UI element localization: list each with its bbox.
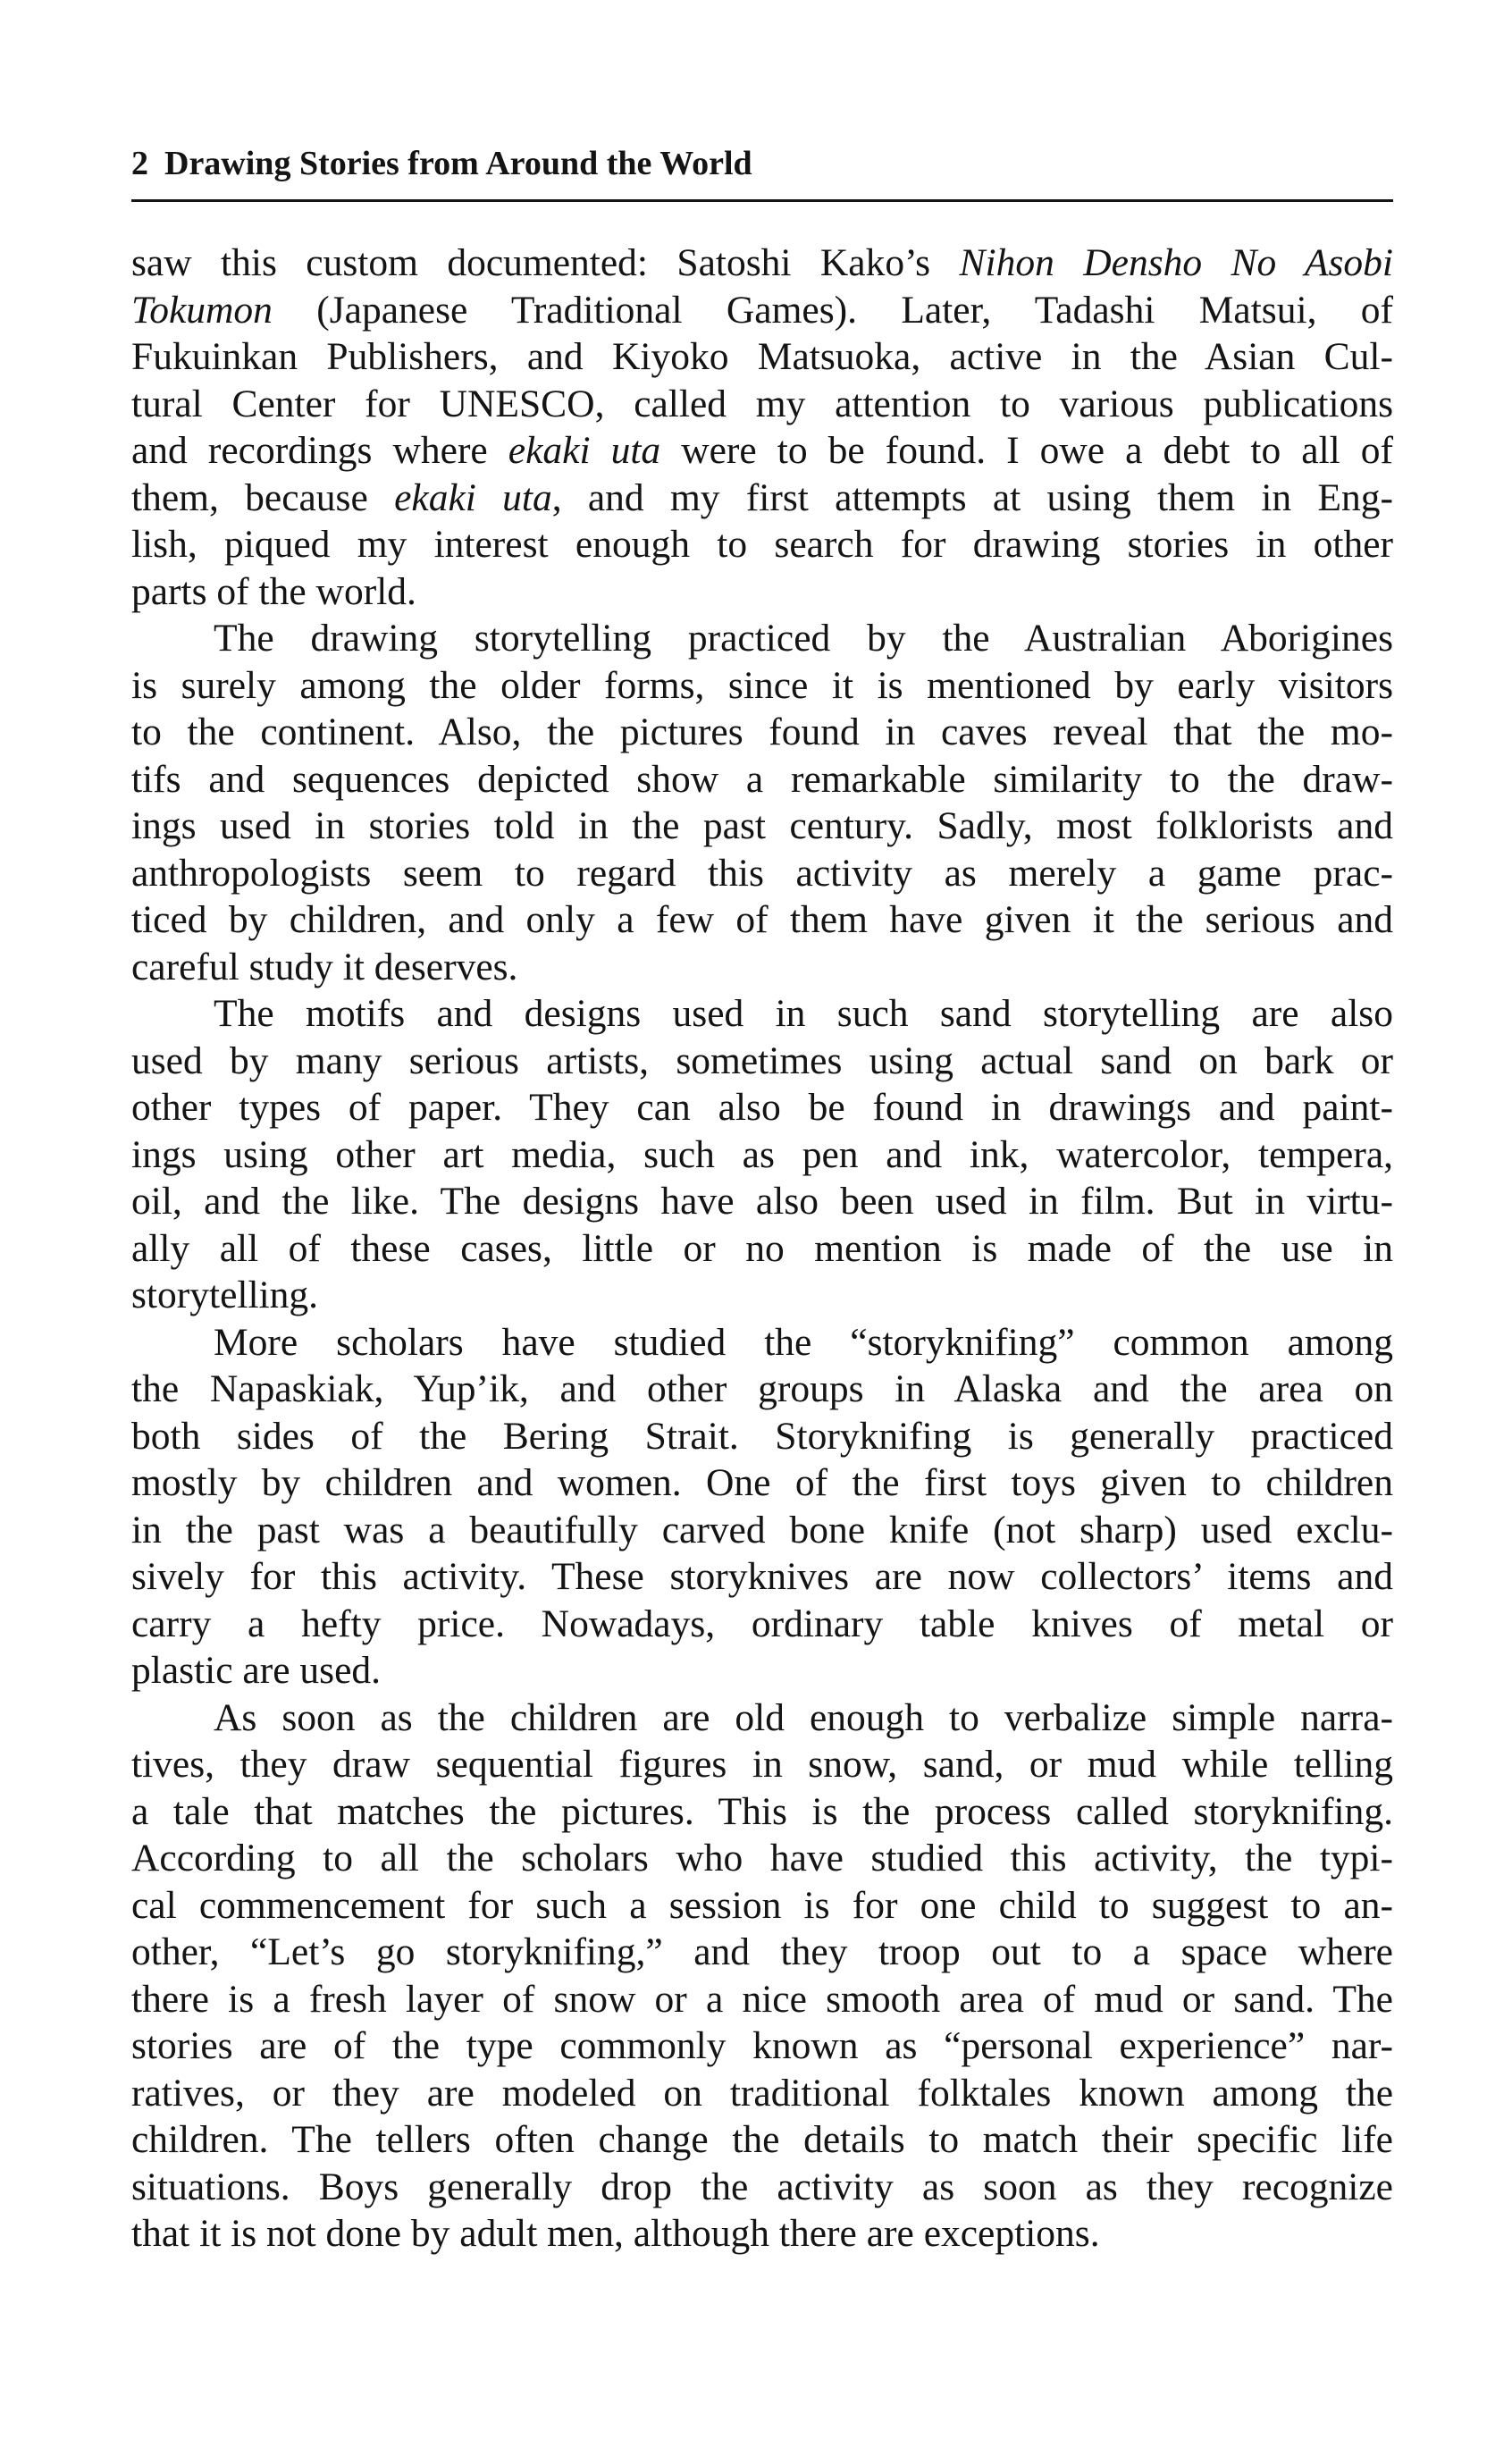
text-line [131,568,1393,616]
text-line [131,1038,1393,1085]
text-line [131,1741,1393,1788]
text-segment: in the past was a beautifully carved bone knife (not sharp) used exclu- [131,1508,1393,1551]
body-text [131,240,1393,2258]
text-segment: there is a fresh layer of snow or a nice smooth area of mud or sand. The [131,1977,1393,2021]
text-line [131,333,1393,381]
text-segment: ings used in stories told in the past century. Sadly, most folklorists and [131,804,1393,847]
text-line [131,709,1393,756]
page-number: 2 [131,145,148,182]
text-segment: The drawing storytelling practiced by the Australian Aborigines [214,617,1393,660]
text-line [131,2022,1393,2070]
paragraph [131,1319,1393,1694]
text-segment: lish, piqued my interest enough to search for drawing stories in other [131,523,1393,566]
paragraph [131,240,1393,615]
text-segment: tives, they draw sequential figures in snow, sand, or mud while telling [131,1743,1393,1786]
text-line [131,1319,1393,1366]
text-segment: plastic are used. [131,1649,382,1692]
text-line [131,2164,1393,2211]
text-segment: (Japanese Traditional Games). Later, Tadashi Matsui, of [272,288,1393,332]
text-segment: is surely among the older forms, since it is mentioned by early visitors [131,663,1393,707]
text-line [131,1084,1393,1131]
paragraph [131,990,1393,1319]
text-segment: ally all of these cases, little or no mention is made of the use in [131,1226,1393,1270]
text-segment: ings using other art media, such as pen and ink, watercolor, tempera, [131,1132,1393,1176]
text-line [131,990,1393,1038]
text-line [131,1694,1393,1742]
text-line [131,803,1393,850]
text-line [131,1601,1393,1648]
text-segment: parts of the world. [131,569,416,613]
text-segment: stories are of the type commonly known as “personal experience” nar- [131,2024,1393,2067]
text-segment: tifs and sequences depicted show a remarkable similarity to the draw- [131,757,1393,801]
text-segment: other types of paper. They can also be found in drawings and paint- [131,1086,1393,1129]
text-line [131,1272,1393,1319]
header-rule [131,199,1393,202]
text-line [131,287,1393,334]
italic-title: ekaki uta [508,429,661,472]
text-line [131,944,1393,991]
text-segment: a tale that matches the pictures. This is the process called storyknifing. [131,1789,1393,1833]
text-segment: were to be found. I owe a debt to all of [660,429,1394,472]
text-segment: ratives, or they are modeled on traditional folktales known among the [131,2071,1393,2115]
text-segment: mostly by children and women. One of the first toys given to children [131,1461,1393,1504]
text-line [131,475,1393,522]
text-segment: As soon as the children are old enough to verbalize simple narra- [214,1695,1393,1739]
text-segment: carry a hefty price. Nowadays, ordinary table knives of metal or [131,1602,1393,1645]
text-segment: them, because [131,475,395,519]
text-segment: , and my first attempts at using them in Eng- [551,475,1393,519]
text-segment: careful study it deserves. [131,945,518,988]
paragraph [131,615,1393,990]
italic-title: Nihon Densho No Asobi [959,241,1393,284]
text-segment: According to all the scholars who have studied this activity, the typi- [131,1837,1393,1879]
text-segment: oil, and the like. The designs have also been used in film. But in virtu- [131,1180,1393,1223]
text-segment: cal commencement for such a session is for one child to suggest to an- [131,1883,1393,1927]
text-line [131,1976,1393,2023]
text-line [131,240,1393,287]
text-segment: anthropologists seem to regard this activity as merely a game prac- [131,851,1393,895]
text-line [131,1366,1393,1413]
text-segment: both sides of the Bering Strait. Storyknifing is generally practiced [131,1414,1393,1458]
text-line [131,1459,1393,1507]
paragraph [131,1694,1393,2258]
text-line [131,1131,1393,1179]
text-line [131,1225,1393,1273]
text-segment: and recordings where [131,429,508,472]
running-title: Drawing Stories from Around the World [164,145,752,182]
text-segment: tural Center for UNESCO, called my attention to various publications [131,382,1393,425]
text-segment: ticed by children, and only a few of them have given it the serious and [131,898,1393,941]
text-line [131,1178,1393,1225]
text-segment: that it is not done by adult men, although there are exceptions. [131,2212,1100,2255]
text-line [131,427,1393,475]
text-line [131,1788,1393,1836]
text-segment: saw this custom documented: Satoshi Kako’s [131,241,960,284]
text-line [131,615,1393,662]
text-segment: sively for this activity. These storyknives are now collectors’ items and [131,1555,1393,1598]
italic-title: ekaki uta [394,475,552,519]
text-segment: to the continent. Also, the pictures found in caves reveal that the mo- [131,711,1393,753]
text-line [131,1882,1393,1930]
text-segment: storytelling. [131,1274,319,1316]
text-line [131,2070,1393,2117]
text-line [131,662,1393,710]
text-line [131,1647,1393,1694]
text-line [131,381,1393,428]
text-segment: More scholars have studied the “storyknifing” common among [214,1320,1393,1364]
text-segment: The motifs and designs used in such sand storytelling are also [214,992,1393,1035]
text-line [131,1507,1393,1554]
text-line [131,1929,1393,1976]
italic-title: Tokumon [131,288,273,332]
text-segment: the Napaskiak, Yup’ik, and other groups in Alaska and the area on [131,1367,1393,1410]
running-head [131,139,1393,189]
text-line [131,521,1393,568]
text-line [131,756,1393,803]
text-line [131,896,1393,944]
text-line [131,1553,1393,1601]
text-segment: children. The tellers often change the details to match their specific life [131,2118,1393,2161]
text-line [131,1413,1393,1460]
text-segment: situations. Boys generally drop the activity as soon as they recognize [131,2165,1393,2208]
text-segment: Fukuinkan Publishers, and Kiyoko Matsuoka, active in the Asian Cul- [131,335,1393,378]
text-line [131,850,1393,897]
text-line [131,2210,1393,2258]
text-line [131,2116,1393,2164]
text-segment: other, “Let’s go storyknifing,” and they troop out to a space where [131,1930,1393,1973]
text-segment: used by many serious artists, sometimes using actual sand on bark or [131,1039,1393,1082]
text-line [131,1835,1393,1882]
